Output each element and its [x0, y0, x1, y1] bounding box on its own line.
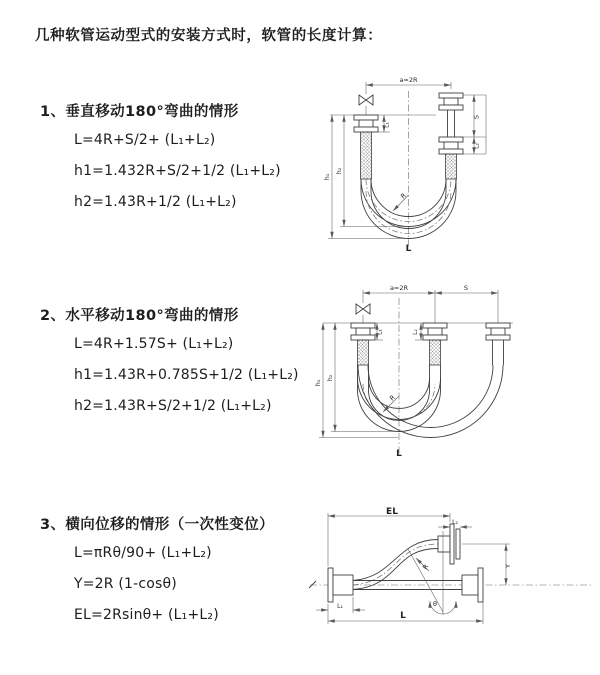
- diagram-vertical-180-bend: [308, 73, 598, 253]
- dim-label-l2: L₂: [452, 519, 458, 526]
- dim-label-el: EL: [386, 507, 398, 517]
- dim-label-span: a=2R: [389, 284, 409, 292]
- dim-label-s: S: [472, 114, 481, 120]
- dim-label-h2: h₂: [335, 167, 343, 175]
- dim-label-h1: h₁: [314, 379, 322, 387]
- braid-section: [446, 154, 457, 179]
- formula-line: L=4R+S/2+ (L₁+L₂): [74, 132, 216, 148]
- dim-label-r: R: [399, 191, 408, 201]
- dim-label-span: a=2R: [399, 76, 418, 84]
- dim-label-l-total: L: [396, 449, 402, 459]
- formula-line: L=4R+1.57S+ (L₁+L₂): [74, 336, 234, 352]
- dim-label-y: Y: [504, 564, 512, 568]
- centerline-break-mark: [309, 581, 316, 588]
- dim-label-r: R: [388, 393, 397, 403]
- dim-label-theta: θ: [433, 600, 437, 608]
- dim-span: [363, 284, 498, 323]
- dim-label-l1: L₁: [376, 329, 384, 335]
- dim-label-l-total: L: [405, 244, 412, 253]
- formula-line: h1=1.43R+0.785S+1/2 (L₁+L₂): [74, 367, 299, 383]
- left-flange-fitting: [354, 115, 378, 179]
- section-1-heading: 1、垂直移动180°弯曲的情形: [40, 104, 239, 120]
- s-curve-hose: [353, 524, 460, 590]
- formula-line: h2=1.43R+1/2 (L₁+L₂): [74, 194, 237, 210]
- formula-line: h2=1.43R+S/2+1/2 (L₁+L₂): [74, 398, 272, 414]
- dim-label-l-total: L: [400, 611, 406, 621]
- dim-stroke-right: [463, 95, 486, 154]
- doc-title: 几种软管运动型式的安装方式时，软管的长度计算：: [35, 28, 383, 44]
- dim-label-l2: L₂: [412, 329, 419, 335]
- section-2-heading: 2、水平移动180°弯曲的情形: [40, 308, 239, 324]
- dim-el: [328, 507, 450, 566]
- right-flange-fitting: [439, 93, 463, 179]
- left-flange-fitting: [351, 323, 375, 365]
- diagram-horizontal-180-bend: [303, 278, 600, 460]
- formula-line: L=πRθ/90+ (L₁+L₂): [74, 545, 212, 561]
- radius-leader: [393, 191, 409, 211]
- dim-label-h2: h₂: [326, 374, 334, 382]
- diagram-lateral-displacement: [300, 503, 600, 648]
- formula-line: Y=2R (1-cosθ): [74, 576, 177, 592]
- right-flange-fitting: [486, 323, 510, 340]
- dim-label-s: S: [463, 284, 469, 292]
- dim-label-h1: h₁: [323, 173, 331, 181]
- braid-section: [358, 340, 369, 365]
- braid-section: [430, 340, 441, 365]
- left-flange-fitting: [328, 568, 353, 602]
- dim-label-l1: L₁: [383, 122, 391, 128]
- dim-l-total: [328, 602, 483, 624]
- middle-flange-fitting: [423, 323, 447, 365]
- valve-icon: [359, 95, 373, 105]
- radius-leader: [383, 393, 399, 412]
- dim-fitting-left: [378, 115, 391, 132]
- dim-fitting-top: [438, 519, 472, 527]
- dim-label-r: R: [421, 562, 431, 572]
- valve-icon: [356, 304, 370, 314]
- section-3-heading: 3、横向位移的情形（一次性变位）: [40, 517, 274, 533]
- dim-label-l2: L₂: [473, 143, 481, 149]
- dim-fitting-left: [316, 597, 365, 613]
- formula-line: h1=1.432R+S/2+1/2 (L₁+L₂): [74, 163, 281, 179]
- dim-label-l1: L₁: [337, 603, 343, 610]
- formula-line: EL=2Rsinθ+ (L₁+L₂): [74, 607, 219, 623]
- braid-section: [361, 132, 372, 179]
